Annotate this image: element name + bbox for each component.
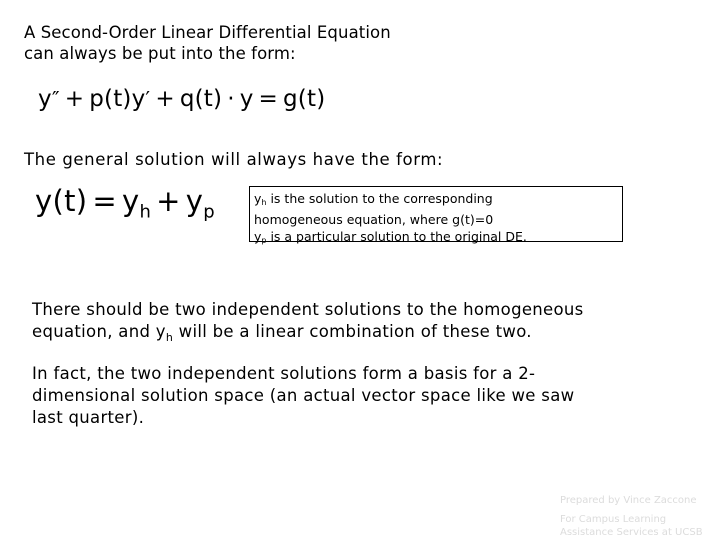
eq1-double-prime: ″	[51, 87, 60, 111]
intro-line-1: A Second-Order Linear Differential Equation	[24, 23, 391, 42]
note-yp-base: y	[254, 229, 262, 244]
eq1-prime: ′	[145, 87, 151, 111]
p1-line-2	[32, 321, 672, 349]
homogeneous-paragraph	[32, 299, 672, 349]
eq1-plus-1: +	[64, 86, 85, 112]
note-box	[249, 186, 623, 245]
p2-line-1: In fact, the two independent solutions form a basis for a 2-	[32, 364, 536, 383]
eq2-equals: =	[92, 184, 117, 218]
eq1-y: y	[38, 86, 52, 112]
note-line-1	[254, 190, 622, 211]
credit-line-2: For Campus Learning	[560, 514, 667, 525]
general-solution-equation	[35, 184, 215, 222]
p2-line-2: dimensional solution space (an actual vector space like we saw	[32, 386, 575, 405]
eq2-yp	[185, 184, 215, 223]
note-yp-sub: p	[261, 236, 267, 245]
p1-yh-sub: h	[165, 331, 174, 344]
eq1-g-term: g(t)	[283, 86, 326, 112]
p1-line-2-end: will be a linear combination of these two.	[173, 322, 532, 341]
credit-line-3: Assistance Services at UCSB	[560, 527, 703, 538]
eq2-lhs: y(t)	[35, 184, 88, 218]
general-solution-text: The general solution will always have the form:	[24, 150, 444, 169]
note-yh-base: y	[254, 191, 262, 206]
basis-paragraph	[32, 363, 672, 429]
eq2-yh-base: y	[121, 184, 140, 218]
credit-line-1: Prepared by Vince Zaccone	[560, 495, 697, 506]
eq2-yp-base: y	[185, 184, 204, 218]
p1-line-2-start: equation, and y	[32, 322, 166, 341]
eq1-equals: =	[258, 86, 278, 112]
eq1-plus-2: +	[155, 86, 175, 112]
eq1-y2: y	[239, 86, 254, 112]
credit-watermark	[560, 494, 720, 539]
eq2-yh	[121, 184, 152, 223]
note-line-2: homogeneous equation, where g(t)=0	[254, 212, 494, 227]
note-line-1-text: is the solution to the corresponding	[266, 191, 493, 206]
intro-text	[24, 22, 391, 64]
note-line-3-text: is a particular solution to the original DE.	[266, 229, 527, 244]
intro-line-2: can always be put into the form:	[24, 44, 296, 63]
p1-line-1: There should be two independent solutions to the homogeneous	[32, 300, 584, 319]
eq1-p-term: p(t)y	[89, 86, 146, 112]
eq2-plus: +	[156, 184, 181, 218]
note-line-3	[254, 228, 622, 249]
differential-equation	[38, 86, 325, 112]
eq1-dot: ·	[227, 86, 235, 112]
eq2-yp-sub: p	[203, 201, 215, 223]
eq2-yh-sub: h	[139, 201, 152, 223]
note-yh-sub: h	[261, 198, 267, 207]
p2-line-3: last quarter).	[32, 408, 145, 427]
eq1-q-term: q(t)	[179, 86, 223, 112]
